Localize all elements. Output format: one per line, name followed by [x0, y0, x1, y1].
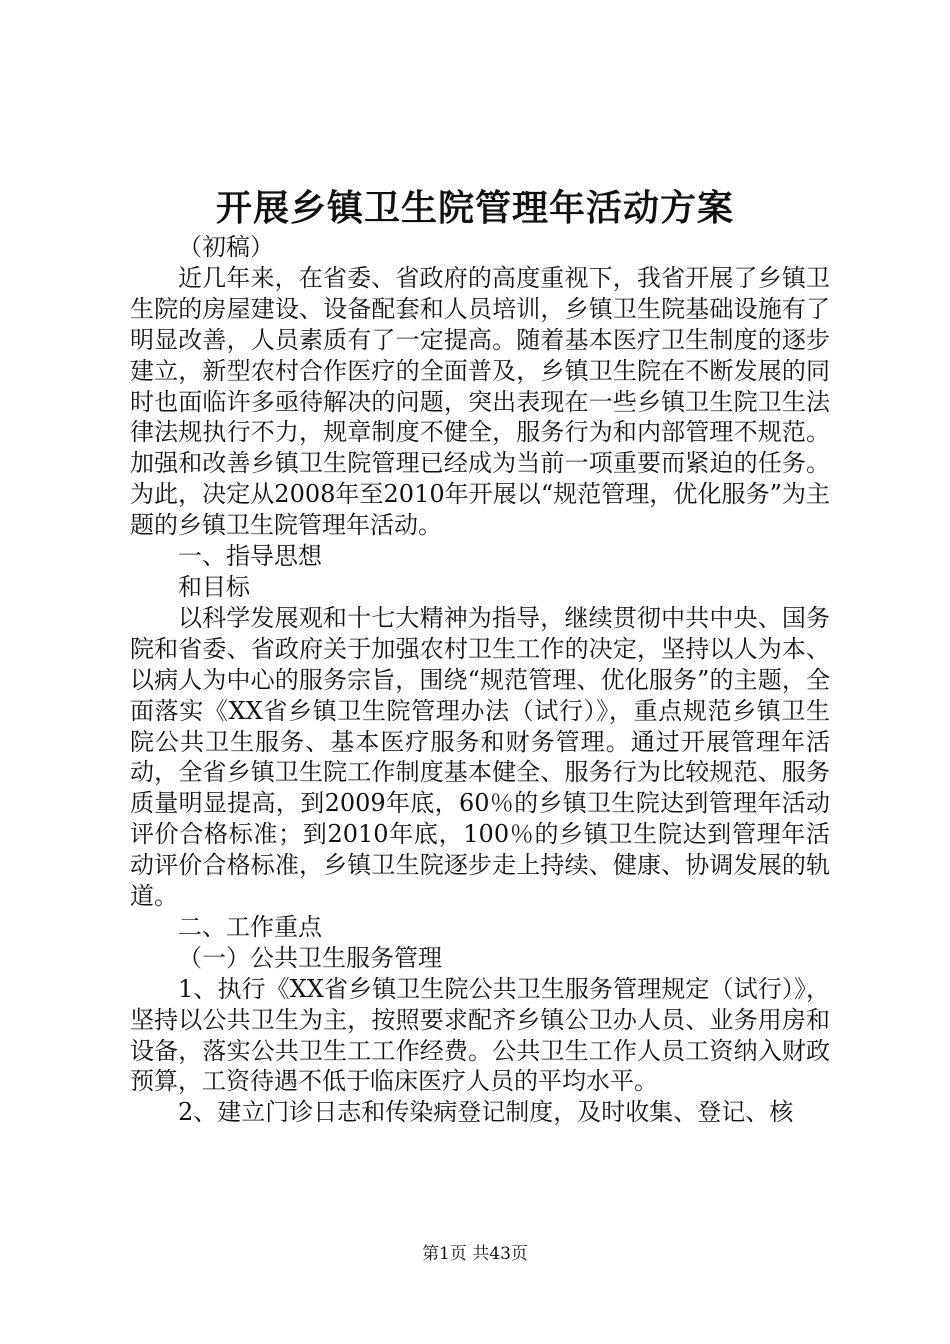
item-1-paragraph: 1、执行《XX省乡镇卫生院公共卫生服务管理规定（试行）》，坚持以公共卫生为主，按照要求配齐乡镇公卫办人员、业务用房和设备，落实公共卫生工工作经费。公共卫生工作人员工资纳入财政预算，工资待遇不低于临床医疗人员的平均水平。 — [130, 974, 830, 1096]
section-heading-1-continued: 和目标 — [178, 572, 250, 601]
document-body — [130, 232, 830, 1128]
draft-label: （初稿） — [178, 233, 274, 261]
section-heading-2: 二、工作重点 — [178, 912, 322, 941]
intro-paragraph: 近几年来，在省委、省政府的高度重视下，我省开展了乡镇卫生院的房屋建设、设备配套和人员培训，乡镇卫生院基础设施有了明显改善，人员素质有了一定提高。随着基本医疗卫生制度的逐步建立，新型农村合作医疗的全面普及，乡镇卫生院在不断发展的同时也面临许多亟待解决的问题，突出表现在一些乡镇卫生院卫生法律法规执行不力，规章制度不健全，服务行为和内部管理不规范。加强和改善乡镇卫生院管理已经成为当前一项重要而紧迫的任务。为此，决定从2008年至2010年开展以“规范管理，优化服务”为主题的乡镇卫生院管理年活动。 — [130, 263, 830, 540]
item-2-paragraph: 2、建立门诊日志和传染病登记制度，及时收集、登记、核 — [178, 1098, 794, 1127]
page-footer: 第1页 共43页 — [422, 1244, 528, 1264]
guiding-paragraph: 以科学发展观和十七大精神为指导，继续贯彻中共中央、国务院和省委、省政府关于加强农村卫生工作的决定，坚持以人为本、以病人为中心的服务宗旨，围绕“规范管理、优化服务”的主题，全面落实《XX省乡镇卫生院管理办法（试行）》，重点规范乡镇卫生院公共卫生服务、基本医疗服务和财务管理。通过开展管理年活动，全省乡镇卫生院工作制度基本健全、服务行为比较规范、服务质量明显提高，到2009年底，60％的乡镇卫生院达到管理年活动评价合格标准；到2010年底，100％的乡镇卫生院达到管理年活动评价合格标准，乡镇卫生院逐步走上持续、健康、协调发展的轨道。 — [130, 603, 830, 911]
document-title: 开展乡镇卫生院管理年活动方案 — [215, 187, 734, 229]
section-heading-1: 一、指导思想 — [178, 542, 322, 571]
subsection-heading-1: （一）公共卫生服务管理 — [178, 943, 442, 972]
